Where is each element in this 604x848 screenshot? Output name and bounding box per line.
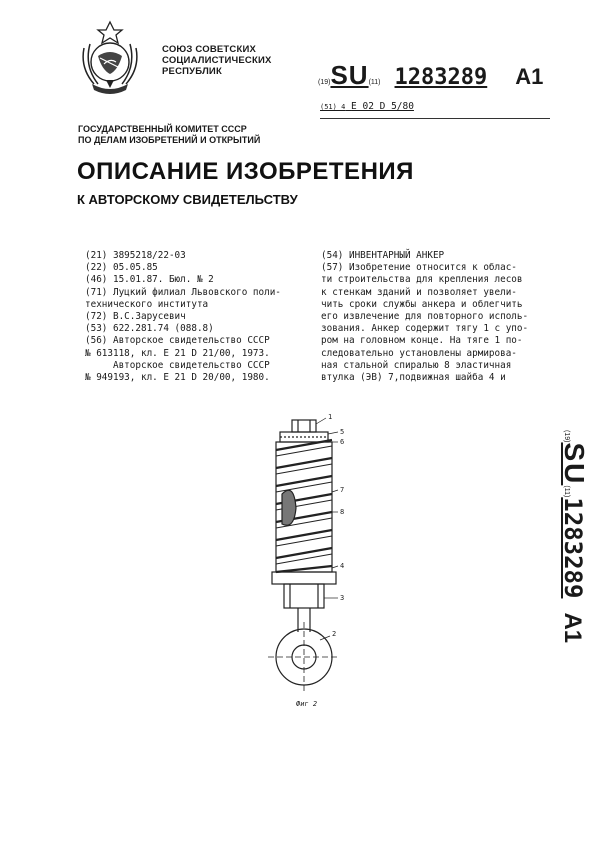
pub-number-label: (11): [368, 79, 381, 86]
committee-line: ГОСУДАРСТВЕННЫЙ КОМИТЕТ СССР: [78, 124, 247, 134]
biblio-line: № 613118, кл. E 21 D 21/00, 1973.: [85, 347, 270, 359]
biblio-line: (22) 05.05.85: [85, 262, 158, 274]
drawing-top-nut: [292, 420, 316, 432]
union-title: [162, 44, 272, 77]
committee-name: [78, 124, 260, 146]
union-title-line: СОЦИАЛИСТИЧЕСКИХ: [162, 55, 272, 66]
biblio-line: технического института: [85, 298, 209, 310]
biblio-line: (21) 3895218/22-03: [85, 250, 186, 261]
bibliographic-data: [85, 250, 320, 384]
side-country-code-label: (19): [563, 430, 570, 443]
abstract-line: к стенкам зданий и позволяет увели-: [321, 286, 517, 298]
ipc-classification: [320, 101, 414, 112]
country-code-label: (19): [318, 79, 331, 86]
biblio-line: (71) Луцкий филиал Львовского поли-: [85, 286, 281, 298]
callout-label: 6: [340, 438, 345, 446]
ipc-label: (51) 4: [320, 103, 346, 111]
ipc-code: E 02 D 5/80: [351, 101, 414, 112]
abstract-line: ти строительства для крепления лесов: [321, 274, 523, 286]
callout-label: 3: [340, 594, 345, 602]
header-rule: [320, 118, 550, 119]
callout-label: 8: [340, 508, 345, 516]
publication-number-block: [318, 60, 543, 91]
abstract-line: ром на головном конце. На тяге 1 по-: [321, 335, 523, 347]
drawing-washer: [272, 572, 336, 584]
biblio-line: (53) 622.281.74 (088.8): [85, 323, 214, 335]
state-emblem-icon: [70, 18, 150, 98]
abstract-line: ная стальной спиралью 8 эластичная: [321, 359, 512, 371]
callout-label: 1: [328, 413, 333, 421]
pub-number: 1283289: [394, 65, 488, 90]
abstract-line: (57) Изобретение относится к облас-: [321, 262, 517, 274]
callout-label: 2: [332, 630, 337, 638]
callout-label: 5: [340, 428, 345, 436]
abstract-text: [321, 250, 551, 384]
country-code: SU: [330, 60, 369, 90]
committee-line: ПО ДЕЛАМ ИЗОБРЕТЕНИЙ И ОТКРЫТИЙ: [78, 135, 261, 145]
document-title: ОПИСАНИЕ ИЗОБРЕТЕНИЯ: [77, 158, 414, 185]
document-subtitle: К АВТОРСКОМУ СВИДЕТЕЛЬСТВУ: [77, 192, 298, 207]
abstract-line: чить сроки службы анкера и облегчить: [321, 298, 523, 310]
side-pub-number: 1283289: [559, 497, 587, 599]
biblio-line: Авторское свидетельство СССР: [85, 359, 270, 371]
abstract-line: его извлечение для повторного исполь-: [321, 311, 529, 323]
abstract-line: (54) ИНВЕНТАРНЫЙ АНКЕР: [321, 250, 445, 261]
kind-code: A1: [515, 64, 544, 89]
abstract-line: зования. Анкер содержит тягу 1 с упо-: [321, 323, 529, 335]
abstract-line: втулка (ЭВ) 7,подвижная шайба 4 и: [321, 372, 506, 384]
biblio-line: (46) 15.01.87. Бюл. № 2: [85, 274, 214, 286]
union-title-line: СОЮЗ СОВЕТСКИХ: [162, 44, 257, 55]
figure-caption: Фиг 2: [296, 700, 318, 708]
side-country-code: SU: [559, 442, 590, 486]
side-pub-number-label: (11): [563, 485, 570, 498]
callout-label: 4: [340, 562, 345, 570]
biblio-line: (72) В.С.Зарусевич: [85, 311, 186, 323]
union-title-line: РЕСПУБЛИК: [162, 66, 222, 77]
biblio-line: № 949193, кл. E 21 D 20/00, 1980.: [85, 372, 270, 384]
abstract-line: следовательно установлены армирова-: [321, 347, 517, 359]
side-stamp-text: [558, 430, 590, 643]
side-kind-code: A1: [559, 612, 586, 644]
anchor-drawing: [258, 412, 368, 712]
drawing-insert: [282, 490, 296, 525]
biblio-line: (56) Авторское свидетельство СССР: [85, 335, 270, 347]
callout-label: 7: [340, 486, 345, 494]
side-stamp: [540, 430, 590, 690]
